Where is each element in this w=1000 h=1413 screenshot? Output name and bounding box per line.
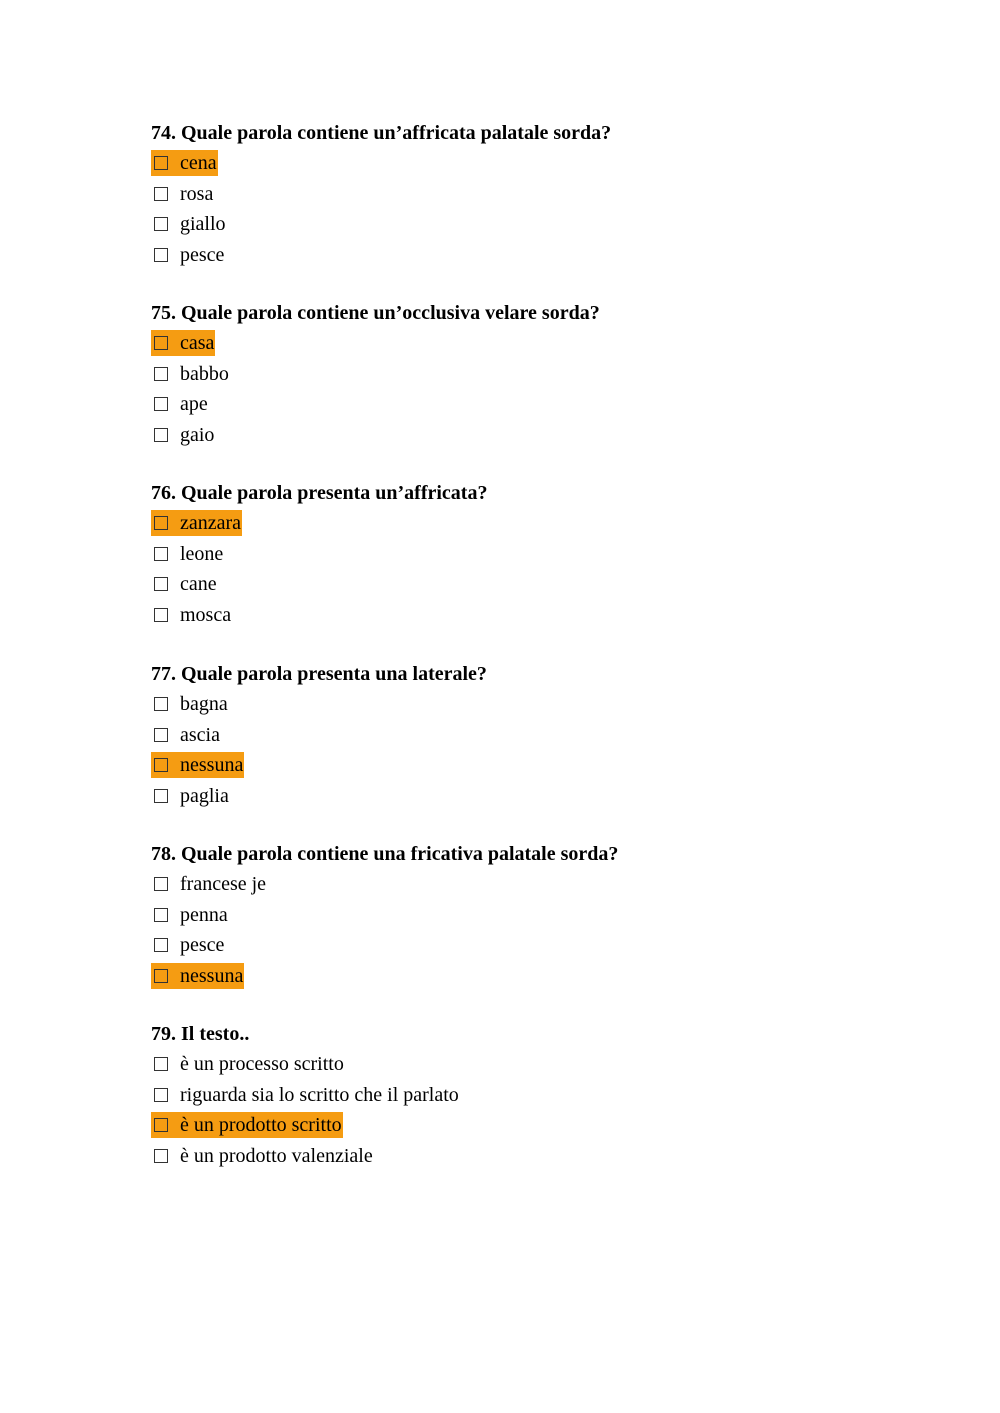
answer-option[interactable] <box>151 389 851 420</box>
checkbox-icon[interactable] <box>154 547 168 561</box>
question-76 <box>151 478 851 630</box>
answer-option[interactable] <box>151 569 851 600</box>
question-text: Quale parola contiene un’affricata palatale sorda? <box>181 122 612 144</box>
question-79 <box>151 1019 851 1171</box>
checkbox-icon[interactable] <box>154 1057 168 1071</box>
answer-option[interactable] <box>151 1141 851 1172</box>
answer-option[interactable] <box>151 179 851 210</box>
checkbox-icon[interactable] <box>154 608 168 622</box>
option-label: gaio <box>180 423 215 446</box>
option-label: riguarda sia lo scritto che il parlato <box>180 1083 459 1106</box>
option-label: pesce <box>180 934 225 956</box>
question-75 <box>151 298 851 450</box>
option-label: paglia <box>180 784 229 807</box>
question-text: Quale parola presenta una laterale? <box>181 663 487 685</box>
highlighted-answer <box>151 510 242 536</box>
question-title <box>151 659 851 689</box>
answer-option[interactable] <box>151 781 851 812</box>
checkbox-icon[interactable] <box>154 908 168 922</box>
checkbox-icon[interactable] <box>154 728 168 742</box>
question-number: 79. <box>151 1023 176 1045</box>
option-label: nessuna <box>180 964 244 987</box>
checkbox-icon[interactable] <box>154 577 168 591</box>
option-label: rosa <box>180 182 214 205</box>
question-text: Il testo.. <box>181 1023 250 1045</box>
question-title <box>151 298 851 328</box>
highlighted-answer <box>151 752 244 778</box>
question-number: 74. <box>151 122 176 144</box>
checkbox-icon[interactable] <box>154 969 168 983</box>
answer-option[interactable] <box>151 328 851 359</box>
question-number: 76. <box>151 482 176 504</box>
question-74 <box>151 118 851 270</box>
answer-option[interactable] <box>151 961 851 992</box>
option-label: ascia <box>180 723 220 746</box>
answer-option[interactable] <box>151 1049 851 1080</box>
highlighted-answer <box>151 330 215 356</box>
option-label: babbo <box>180 362 229 385</box>
highlighted-answer <box>151 963 244 989</box>
option-label: cena <box>180 152 217 174</box>
question-title <box>151 839 851 869</box>
checkbox-icon[interactable] <box>154 217 168 231</box>
checkbox-icon[interactable] <box>154 156 168 170</box>
checkbox-icon[interactable] <box>154 1118 168 1132</box>
checkbox-icon[interactable] <box>154 758 168 772</box>
answer-option[interactable] <box>151 539 851 570</box>
answer-option[interactable] <box>151 420 851 451</box>
highlighted-answer <box>151 1112 343 1138</box>
option-label: ape <box>180 393 208 415</box>
checkbox-icon[interactable] <box>154 187 168 201</box>
answer-option[interactable] <box>151 930 851 961</box>
option-label: giallo <box>180 213 226 235</box>
question-78 <box>151 839 851 991</box>
option-label: penna <box>180 903 228 926</box>
question-title <box>151 118 851 148</box>
answer-option[interactable] <box>151 600 851 631</box>
option-label: è un processo scritto <box>180 1053 344 1075</box>
question-number: 77. <box>151 663 176 685</box>
answer-option[interactable] <box>151 689 851 720</box>
checkbox-icon[interactable] <box>154 367 168 381</box>
answer-option[interactable] <box>151 148 851 179</box>
option-label: zanzara <box>180 512 242 534</box>
option-label: cane <box>180 573 217 595</box>
checkbox-icon[interactable] <box>154 1149 168 1163</box>
option-label: francese je <box>180 873 267 895</box>
question-title <box>151 1019 851 1049</box>
option-label: bagna <box>180 693 228 715</box>
question-number: 78. <box>151 843 176 865</box>
question-text: Quale parola contiene un’occlusiva velare sorda? <box>181 302 600 324</box>
question-text: Quale parola contiene una fricativa palatale sorda? <box>181 843 619 865</box>
answer-option[interactable] <box>151 1080 851 1111</box>
checkbox-icon[interactable] <box>154 789 168 803</box>
option-label: mosca <box>180 603 232 626</box>
highlighted-answer <box>151 150 218 176</box>
answer-option[interactable] <box>151 209 851 240</box>
answer-option[interactable] <box>151 720 851 751</box>
question-title <box>151 478 851 508</box>
question-number: 75. <box>151 302 176 324</box>
checkbox-icon[interactable] <box>154 336 168 350</box>
answer-option[interactable] <box>151 359 851 390</box>
checkbox-icon[interactable] <box>154 877 168 891</box>
checkbox-icon[interactable] <box>154 1088 168 1102</box>
answer-option[interactable] <box>151 869 851 900</box>
checkbox-icon[interactable] <box>154 397 168 411</box>
checkbox-icon[interactable] <box>154 248 168 262</box>
answer-option[interactable] <box>151 750 851 781</box>
checkbox-icon[interactable] <box>154 428 168 442</box>
checkbox-icon[interactable] <box>154 938 168 952</box>
option-label: nessuna <box>180 754 244 776</box>
option-label: leone <box>180 542 224 565</box>
checkbox-icon[interactable] <box>154 516 168 530</box>
option-label: casa <box>180 332 215 354</box>
answer-option[interactable] <box>151 900 851 931</box>
question-text: Quale parola presenta un’affricata? <box>181 482 488 504</box>
checkbox-icon[interactable] <box>154 697 168 711</box>
option-label: pesce <box>180 243 225 266</box>
answer-option[interactable] <box>151 1110 851 1141</box>
answer-option[interactable] <box>151 508 851 539</box>
option-label: è un prodotto valenziale <box>180 1144 373 1167</box>
option-label: è un prodotto scritto <box>180 1114 342 1136</box>
question-77 <box>151 659 851 811</box>
answer-option[interactable] <box>151 240 851 271</box>
